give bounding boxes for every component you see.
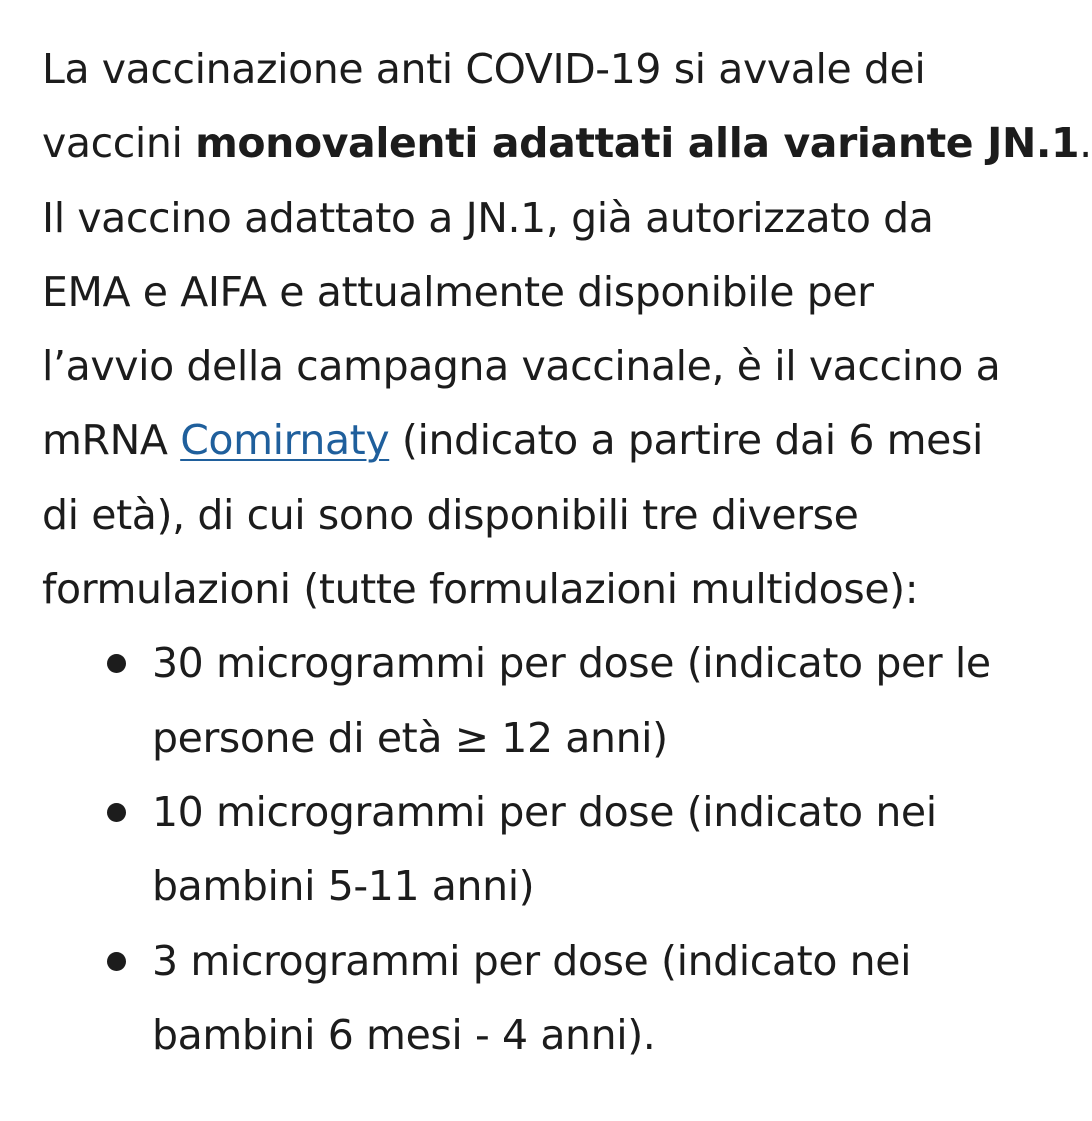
intro-line-1: La vaccinazione anti COVID-19 si avvale dei <box>42 45 926 93</box>
list-item-line-2: bambini 6 mesi - 4 anni). <box>152 1010 656 1059</box>
bullet-icon <box>107 803 126 822</box>
intro-line-2-suffix: . <box>1079 119 1092 168</box>
list-item-line-1: 30 microgrammi per dose (indicato per le <box>152 639 991 688</box>
intro-line-2-prefix: vaccini <box>42 119 196 168</box>
intro-line-4: EMA e AIFA e attualmente disponibile per <box>42 267 874 316</box>
article-body <box>42 32 1092 1072</box>
list-item <box>42 626 1042 775</box>
intro-line-6-prefix: mRNA <box>42 416 181 465</box>
list-item-line-2: persone di età ≥ 12 anni) <box>152 713 668 762</box>
intro-line-7: di età), di cui sono disponibili tre diverse <box>42 490 859 539</box>
list-item <box>42 775 1042 924</box>
list-item-line-1: 3 microgrammi per dose (indicato nei <box>152 936 912 985</box>
intro-bold-text: monovalenti adattati alla variante JN.1 <box>195 119 1080 168</box>
intro-line-3: Il vaccino adattato a JN.1, già autorizzato da <box>42 193 934 242</box>
intro-line-8: formulazioni (tutte formulazioni multidose): <box>42 565 919 614</box>
intro-line-5: l’avvio della campagna vaccinale, è il vaccino a <box>42 342 1001 391</box>
bullet-icon <box>107 654 126 673</box>
intro-line-6-suffix: (indicato a partire dai 6 mesi <box>389 416 983 465</box>
formulations-list <box>42 626 1042 1072</box>
intro-paragraph <box>42 32 1092 626</box>
comirnaty-link[interactable]: Comirnaty <box>180 416 390 465</box>
intro-line-2 <box>42 106 1092 180</box>
bullet-icon <box>107 952 126 971</box>
list-item <box>42 924 1042 1073</box>
list-item-line-2: bambini 5-11 anni) <box>152 862 535 911</box>
list-item-line-1: 10 microgrammi per dose (indicato nei <box>152 787 937 836</box>
intro-line-6 <box>42 403 1042 477</box>
